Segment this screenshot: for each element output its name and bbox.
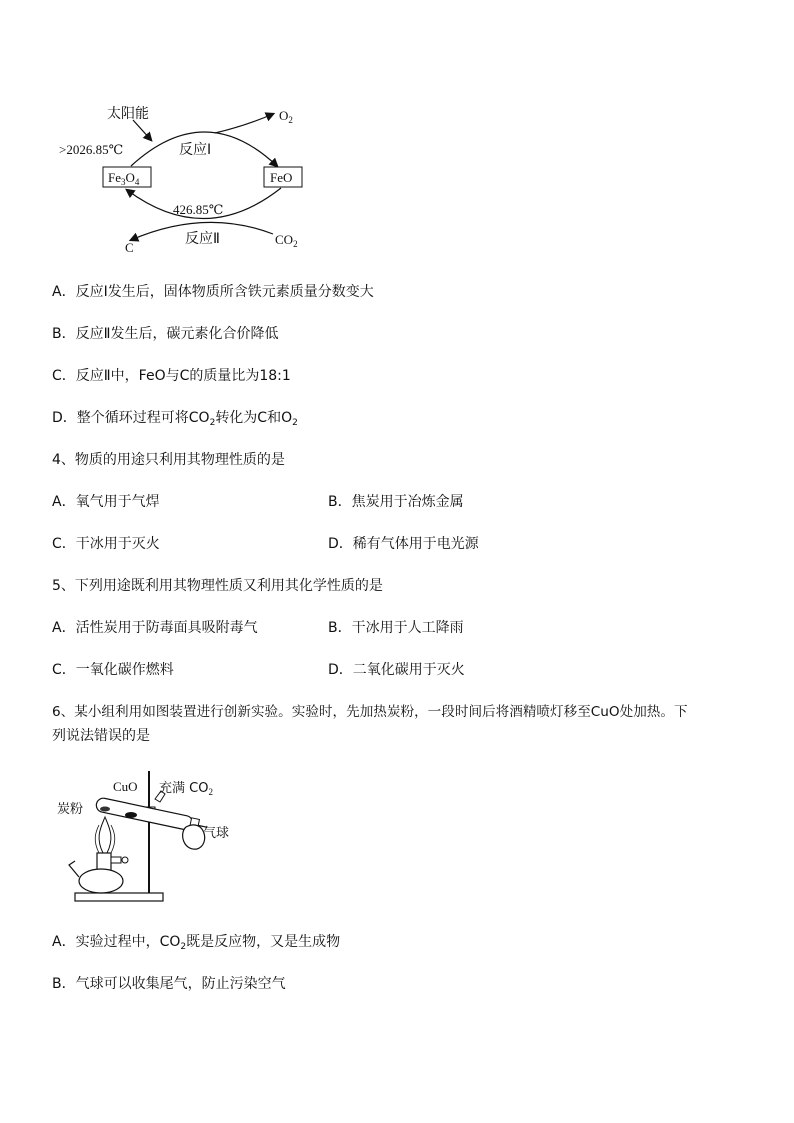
q5-option-c: C．一氧化碳作燃料 (52, 662, 174, 678)
q4-option-d: D．稀有气体用于电光源 (328, 536, 479, 552)
fe3o4-label: $Fe_3O_4$ (108, 170, 140, 187)
q4-option-b: B．焦炭用于冶炼金属 (328, 494, 464, 510)
burner-valve (111, 857, 121, 863)
q3-option-d: D．整个循环过程可将$CO_2$转化为C和$O_2$ (52, 410, 298, 428)
q4-stem: 4、物质的用途只利用其物理性质的是 (52, 452, 285, 468)
balloon-label: 气球 (203, 826, 230, 841)
q6-option-a: A．实验过程中，$CO_2$既是反应物，又是生成物 (52, 934, 341, 952)
balloon-shape (183, 825, 205, 849)
stand-base (75, 893, 163, 901)
carbon-label: 炭粉 (57, 802, 84, 817)
flame-icon (99, 817, 111, 853)
burner-base (79, 869, 123, 893)
q5-stem: 5、下列用途既利用其物理性质又利用其化学性质的是 (52, 578, 383, 594)
q3-option-b: B．反应Ⅱ发生后，碳元素化合价降低 (52, 326, 279, 342)
apparatus-diagram (55, 765, 285, 905)
carbon-sample (100, 807, 110, 812)
o2-arrow (215, 114, 273, 133)
q3-option-a: A．反应Ⅰ发生后，固体物质所含铁元素质量分数变大 (52, 284, 374, 300)
solar-label: 太阳能 (107, 106, 149, 122)
temp-low-label: 426.85℃ (173, 202, 224, 217)
iron-oxide-cycle-diagram (55, 100, 315, 260)
q6-option-b: B．气球可以收集尾气，防止污染空气 (52, 976, 286, 992)
q6-stem-line2: 列说法错误的是 (52, 728, 150, 744)
q3-option-c: C．反应Ⅱ中，FeO与C的质量比为18:1 (52, 368, 291, 384)
q4-option-c: C．干冰用于灭火 (52, 536, 160, 552)
q5-option-a: A．活性炭用于防毒面具吸附毒气 (52, 620, 258, 636)
q4-option-a: A．氧气用于气焊 (52, 494, 160, 510)
reaction2-label: 反应Ⅱ (185, 231, 220, 247)
q5-option-b: B．干冰用于人工降雨 (328, 620, 464, 636)
temp-high-label: >2026.85℃ (59, 142, 124, 157)
cuo-sample (125, 812, 137, 818)
q5-option-d: D．二氧化碳用于灭火 (328, 662, 465, 678)
feo-label: FeO (270, 170, 293, 185)
c-label: C (125, 240, 134, 255)
cuo-label: CuO (113, 779, 138, 794)
o2-label: $O_2$ (279, 108, 293, 125)
filled-co2-label: 充满 $CO_2$ (159, 781, 213, 797)
q6-stem-line1: 6、某小组利用如图装置进行创新实验。实验时，先加热炭粉，一段时间后将酒精喷灯移至CuO处加热。下 (52, 704, 688, 720)
reaction1-label: 反应Ⅰ (179, 142, 212, 158)
co2-label: $CO_2$ (275, 232, 298, 249)
solar-arrow (133, 120, 151, 140)
